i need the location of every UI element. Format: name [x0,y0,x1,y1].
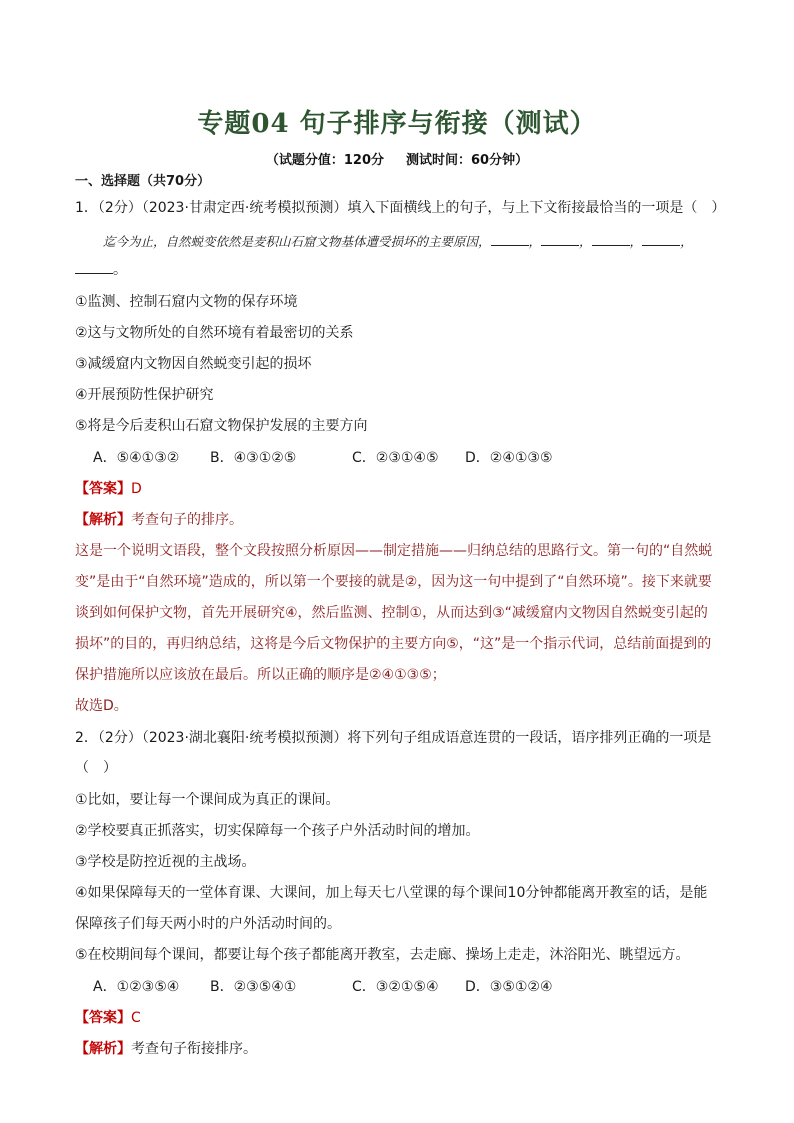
q2-sentence: ①比如，要让每一个课间成为真正的课间。 [75,792,340,808]
q1-sentence: ③减缓窟内文物因自然蜕变引起的损坏 [75,356,312,372]
q2-analysis [75,1039,257,1059]
q1-sentence: ①监测、控制石窟内文物的保存环境 [75,294,298,310]
q1-answer [75,479,142,499]
q1-analysis-line: 谈到如何保护文物，首先开展研究④，然后监测、控制①，从而达到③“减缓窟内文物因自然蜕变引起的 [75,605,708,621]
score-info: （试题分值：120分 [265,153,385,168]
q2-options [93,977,553,997]
q2-stem: 2．（2分）（2023·湖北襄阳·统考模拟预测）将下列句子组成语意连贯的一段话，语序排列正确的一项是 [75,730,712,746]
page-title: 专题04 句子排序与衔接（测试） [197,109,597,139]
q2-sentence: 保障孩子们每天两小时的户外活动时间的。 [75,916,341,932]
q2-option-c: C．③②①⑤④ [352,979,439,995]
q2-stem-paren: （ ） [75,760,117,776]
q2-sentence: ⑤在校期间每个课间，都要让每个孩子都能离开教室，去走廊、操场上走走，沐浴阳光、眺望远方。 [75,947,690,963]
q2-option-b: B．②③⑤④① [210,979,297,995]
q1-option-a: A．⑤④①③② [93,450,180,466]
answer-label: 【答案】 [75,1010,131,1026]
time-info: 测试时间：60分钟） [406,153,529,168]
blank [642,232,680,246]
q2-answer [75,1008,141,1028]
q1-sentence: ⑤将是今后麦积山石窟文物保护发展的主要方向 [75,418,368,434]
q1-stem: 1．（2分）（2023·甘肃定西·统考模拟预测）填入下面横线上的句子，与上下文衔接最恰当的一项是（ ） [75,200,726,216]
q1-passage-text: 迄今为止，自然蜕变依然是麦积山石窟文物基体遭受损坏的主要原因， [103,234,491,249]
q1-option-c: C．②③①④⑤ [352,450,439,466]
analysis-head: 考查句子衔接排序。 [131,1041,257,1057]
q1-analysis-line: 保护措施所以应该放在最后。所以正确的顺序是②④①③⑤； [75,667,446,683]
section-heading: 一、选择题（共70分） [75,174,211,189]
blank [592,232,630,246]
q2-option-a: A．①②③⑤④ [93,979,180,995]
q1-analysis-line: 损坏”的目的，再归纳总结，这将是今后文物保护的主要方向⑤，“这”是一个指示代词，总结前面提到的 [75,636,712,652]
q2-sentence: ②学校要真正抓落实，切实保障每一个孩子户外活动时间的增加。 [75,823,480,839]
q1-option-b: B．④③①②⑤ [210,450,297,466]
q1-conclusion: 故选D。 [75,698,128,714]
q1-analysis-line: 这是一个说明文语段，整个文段按照分析原因——制定措施——归纳总结的思路行文。第一句的“自然蜕 [75,543,713,559]
answer-value: C [131,1010,141,1026]
answer-value: D [131,481,142,497]
q1-sentence: ④开展预防性保护研究 [75,387,214,403]
q2-sentence: ④如果保障每天的一堂体育课、大课间，加上每天七八堂课的每个课间10分钟都能离开教室的话，是能 [75,885,708,901]
q1-options [93,448,553,468]
q1-passage: 迄今为止，自然蜕变依然是麦积山石窟文物基体遭受损坏的主要原因， ， ， ， ， [103,234,693,249]
q1-passage-end: 。 [75,260,127,280]
analysis-label: 【解析】 [75,1041,131,1057]
analysis-label: 【解析】 [75,512,131,528]
q2-sentence: ③学校是防控近视的主战场。 [75,854,256,870]
q1-analysis-line: 变”是由于“自然环境”造成的，所以第一个要接的就是②，因为这一句中提到了“自然环境”。接下来就要 [75,574,712,590]
answer-label: 【答案】 [75,481,131,497]
analysis-head: 考查句子的排序。 [131,512,243,528]
blank [491,232,529,246]
blank [541,232,579,246]
q2-option-d: D．③⑤①②④ [465,979,553,995]
q1-analysis [75,510,243,530]
exam-info [0,149,794,168]
q1-sentence: ②这与文物所处的自然环境有着最密切的关系 [75,325,354,341]
q1-option-d: D．②④①③⑤ [465,450,553,466]
blank [75,260,113,274]
